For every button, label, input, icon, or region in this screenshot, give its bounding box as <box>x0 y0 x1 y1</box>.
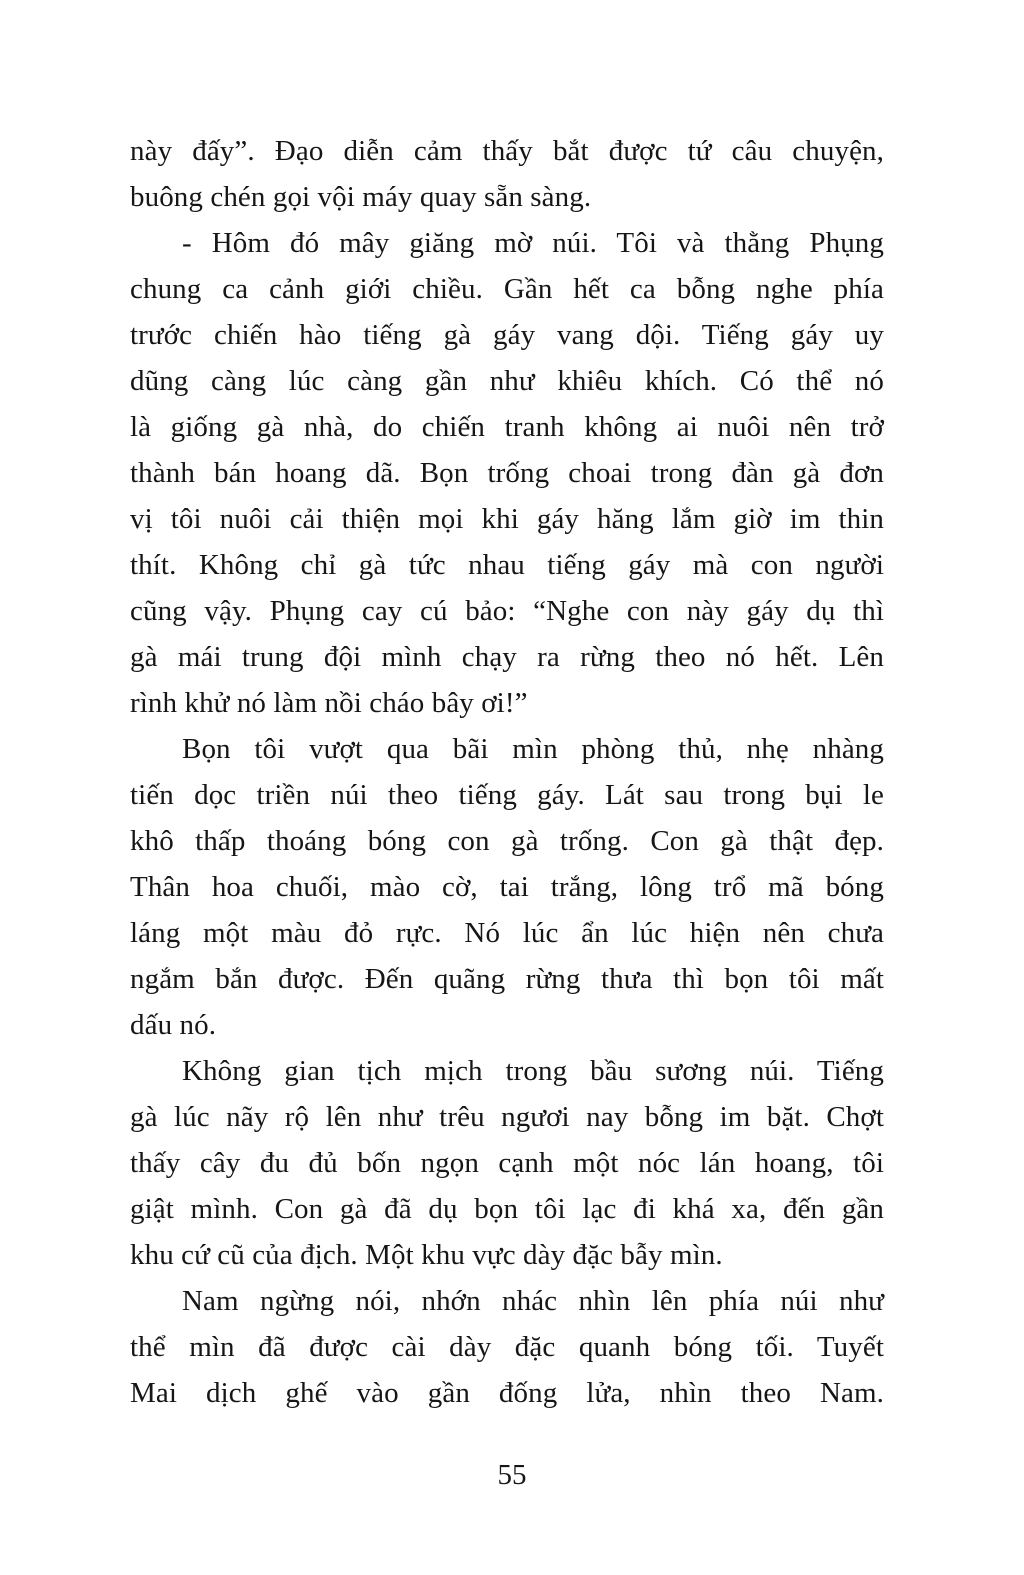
text-line: rình khử nó làm nồi cháo bây ơi!” <box>130 687 528 719</box>
text-line: ngắm bắn được. Đến quãng rừng thưa thì bọn tôi mất <box>130 963 884 995</box>
text-line: dấu nó. <box>130 1009 217 1041</box>
text-line: Mai dịch ghế vào gần đống lửa, nhìn theo Nam. <box>130 1377 884 1409</box>
text-line: gà mái trung đội mình chạy ra rừng theo nó hết. Lên <box>130 641 884 673</box>
text-line: cũng vậy. Phụng cay cú bảo: “Nghe con này gáy dụ thì <box>130 595 884 627</box>
text-line: vị tôi nuôi cải thiện mọi khi gáy hăng lắm giờ im thin <box>130 503 884 535</box>
text-line: buông chén gọi vội máy quay sẵn sàng. <box>130 181 592 213</box>
text-line: chung ca cảnh giới chiều. Gần hết ca bỗng nghe phía <box>130 273 884 305</box>
text-line: láng một màu đỏ rực. Nó lúc ẩn lúc hiện nên chưa <box>130 917 884 949</box>
text-line: là giống gà nhà, do chiến tranh không ai nuôi nên trở <box>130 411 884 443</box>
text-line: trước chiến hào tiếng gà gáy vang dội. Tiếng gáy uy <box>130 319 884 351</box>
text-line: Thân hoa chuối, mào cờ, tai trắng, lông trổ mã bóng <box>130 871 884 903</box>
text-line: thấy cây đu đủ bốn ngọn cạnh một nóc lán hoang, tôi <box>130 1147 884 1179</box>
text-line: thành bán hoang dã. Bọn trống choai trong đàn gà đơn <box>130 457 884 489</box>
text-line: - Hôm đó mây giăng mờ núi. Tôi và thằng Phụng <box>182 227 884 259</box>
text-line: Bọn tôi vượt qua bãi mìn phòng thủ, nhẹ nhàng <box>182 733 884 765</box>
text-line: này đấy”. Đạo diễn cảm thấy bắt được tứ câu chuyện, <box>130 135 884 167</box>
text-line: dũng càng lúc càng gần như khiêu khích. Có thể nó <box>130 365 884 397</box>
text-line: khu cứ cũ của địch. Một khu vực dày đặc bẫy mìn. <box>130 1239 723 1271</box>
text-line: thít. Không chỉ gà tức nhau tiếng gáy mà con người <box>130 549 884 581</box>
page-number: 55 <box>497 1459 527 1491</box>
text-line: gà lúc nãy rộ lên như trêu ngươi nay bỗng im bặt. Chợt <box>130 1101 884 1133</box>
text-line: thể mìn đã được cài dày đặc quanh bóng tối. Tuyết <box>130 1331 884 1363</box>
text-line: Nam ngừng nói, nhớn nhác nhìn lên phía núi như <box>182 1285 884 1317</box>
text-line: tiến dọc triền núi theo tiếng gáy. Lát sau trong bụi le <box>130 779 884 811</box>
text-line: giật mình. Con gà đã dụ bọn tôi lạc đi khá xa, đến gần <box>130 1193 884 1225</box>
text-line: Không gian tịch mịch trong bầu sương núi. Tiếng <box>182 1055 884 1087</box>
text-line: khô thấp thoáng bóng con gà trống. Con gà thật đẹp. <box>130 825 884 857</box>
book-page-text <box>130 128 884 1416</box>
